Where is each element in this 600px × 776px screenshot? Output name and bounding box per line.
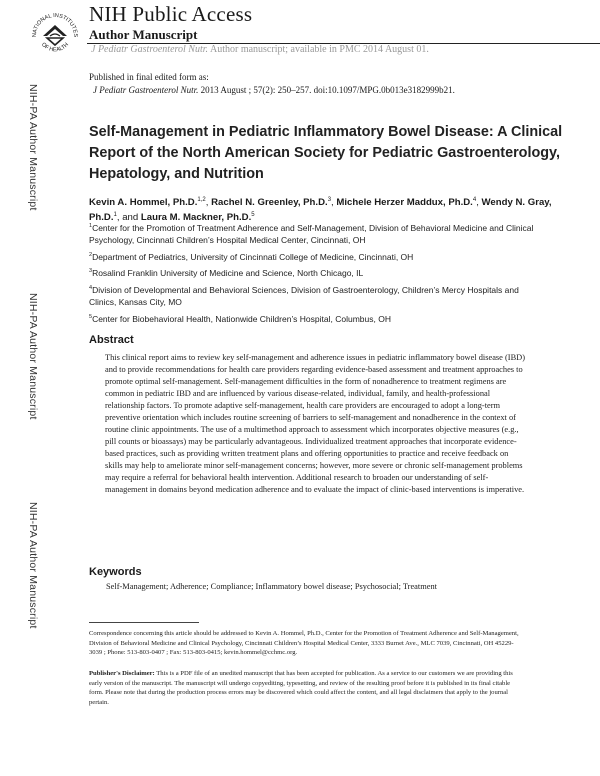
published-label: Published in final edited form as: — [89, 72, 209, 82]
logo-text-bottom: OF HEALTH — [39, 41, 71, 54]
nih-logo — [28, 6, 82, 60]
author-name: Kevin A. Hommel, Ph.D. — [89, 197, 198, 209]
citation-details: 2013 August ; 57(2): 250–257. doi:10.1097/MPG.0b013e3182999b21. — [200, 85, 455, 95]
header-journal-line — [91, 44, 429, 55]
side-label-author-manuscript: NIH-PA Author Manuscript — [27, 502, 39, 629]
affiliation — [89, 311, 539, 325]
header-availability: Author manuscript; available in PMC 2014 August 01. — [209, 44, 429, 55]
disclaimer-text: This is a PDF file of an unedited manuscript that has been accepted for publication. As a service to our customers we are providing this early version of the manuscript. The manuscript will undergo copyediting, typesetting, and review of the resulting proof before it is published in its final citable form. Please note that during the production process errors may be discovered which could affect the content, and all legal disclaimers that apply to the journal pertain. — [89, 670, 513, 706]
affiliation-text: Rosalind Franklin University of Medicine and Science, North Chicago, IL — [92, 267, 364, 278]
author-separator: , — [205, 197, 212, 209]
citation — [93, 85, 455, 95]
abstract-text: This clinical report aims to review key self-management and adherence issues in pediatric inflammatory bowel disease (IBD) and to provide recommendations for health care providers regarding evidence-based assessment and treatment approaches to promote optimal self-management. Self-management difficulties in the form of nonadherence to treatment regimens are common in pediatric IBD and are influenced by various disease-related, individual, family, and health-professional relationship factors. To promote adaptive self-management, health care providers are encouraged to adopt a long-term preventive orientation which includes routine screening of barriers to self-management and nonadherence in the context of routine clinic appointments. The use of a multimethod approach to assessment which incorporates objective measures (e.g., pill counts or bioassays) may be particularly advantageous. Individualized treatment approaches that incorporate evidence-based practices, such as providing written treatment plans and offering opportunities to practice and receive feedback on skills may help to ameliorate minor self-management concerns; however, more severe or chronic self-management problems may require a referral for behavioral health intervention. Additional research to broaden our understanding of self-management in domains beyond medication adherence and to evaluate the impact of clinic-based interventions is imperative. — [105, 353, 525, 494]
footnote-divider — [89, 622, 199, 623]
side-label-author-manuscript: NIH-PA Author Manuscript — [27, 293, 39, 420]
author-name: Rachel N. Greenley, Ph.D. — [211, 197, 328, 209]
affiliation — [89, 265, 539, 279]
keywords-text: Self-Management; Adherence; Compliance; Inflammatory bowel disease; Psychosocial; Treatment — [106, 582, 437, 591]
header-journal-name: J Pediatr Gastroenterol Nutr. — [91, 44, 209, 55]
author-name: Laura M. Mackner, Ph.D. — [140, 212, 252, 224]
author-name: Wendy N. Gray, Ph.D. — [89, 197, 552, 224]
abstract-heading: Abstract — [89, 334, 134, 346]
author-affiliation-ref: 5 — [251, 212, 255, 219]
affiliation — [89, 249, 539, 263]
header-subtitle: Author Manuscript — [89, 27, 198, 42]
affiliation-number: 2 — [89, 252, 93, 258]
author-name: Michele Herzer Maddux, Ph.D. — [336, 197, 473, 209]
publisher-disclaimer — [89, 669, 521, 707]
article-title: Self-Management in Pediatric Inflammatory Bowel Disease: A Clinical Report of the North American Society for Pediatric Gastroenterology, Hepatology, and Nutrition — [89, 124, 563, 182]
affiliation-text: Department of Pediatrics, University of Cincinnati College of Medicine, Cincinnati, OH — [92, 251, 414, 262]
affiliation-text: Center for the Promotion of Treatment Adherence and Self-Management, Division of Behavioral Medicine and Clinical Psychology, Cincinnati Children’s Hospital Medical Center, Cincinnati, OH — [89, 222, 534, 245]
correspondence-footnote: Correspondence concerning this article should be addressed to Kevin A. Hommel, Ph.D., Center for the Promotion of Treatment Adherence and Self-Management, Division of Behavioral Medicine and Clinical Psychology, Cincinnati Children’s Hospital Medical Center, 3333 Burnet Ave., MLC 7039, Cincinnati, OH 45229-3039 ; Phone: 513-803-0407 ; Fax: 513-803-0415; kevin.hommel@cchmc.org. — [89, 630, 519, 656]
affiliation — [89, 282, 539, 308]
affiliation-number: 5 — [89, 314, 93, 320]
author-separator: , — [331, 197, 337, 209]
author-affiliation-ref: 4 — [472, 197, 477, 203]
affiliation-number: 1 — [89, 223, 93, 229]
affiliation-text: Center for Biobehavioral Health, Nationwide Children’s Hospital, Columbus, OH — [92, 313, 391, 324]
keywords-heading: Keywords — [89, 566, 142, 578]
affiliation-number: 3 — [89, 268, 93, 274]
affiliation-text: Division of Developmental and Behavioral Sciences, Division of Gastroenterology, Children’s Mercy Hospitals and Clinics, Kansas City, MO — [89, 284, 519, 307]
affiliation-number: 4 — [89, 285, 93, 291]
affiliation — [89, 220, 539, 246]
author-affiliation-ref: 1 — [113, 212, 117, 219]
citation-journal: J Pediatr Gastroenterol Nutr. — [93, 85, 199, 95]
logo-text-top: NATIONAL INSTITUTES — [31, 12, 79, 38]
author-separator: , — [476, 197, 482, 209]
disclaimer-label: Publisher's Disclaimer: — [89, 670, 155, 677]
author-affiliation-ref: 1,2 — [197, 197, 206, 203]
header-title: NIH Public Access — [89, 2, 253, 26]
author-affiliation-ref: 3 — [327, 197, 332, 203]
side-label-author-manuscript: NIH-PA Author Manuscript — [27, 84, 39, 211]
author-separator: , and — [116, 212, 141, 224]
